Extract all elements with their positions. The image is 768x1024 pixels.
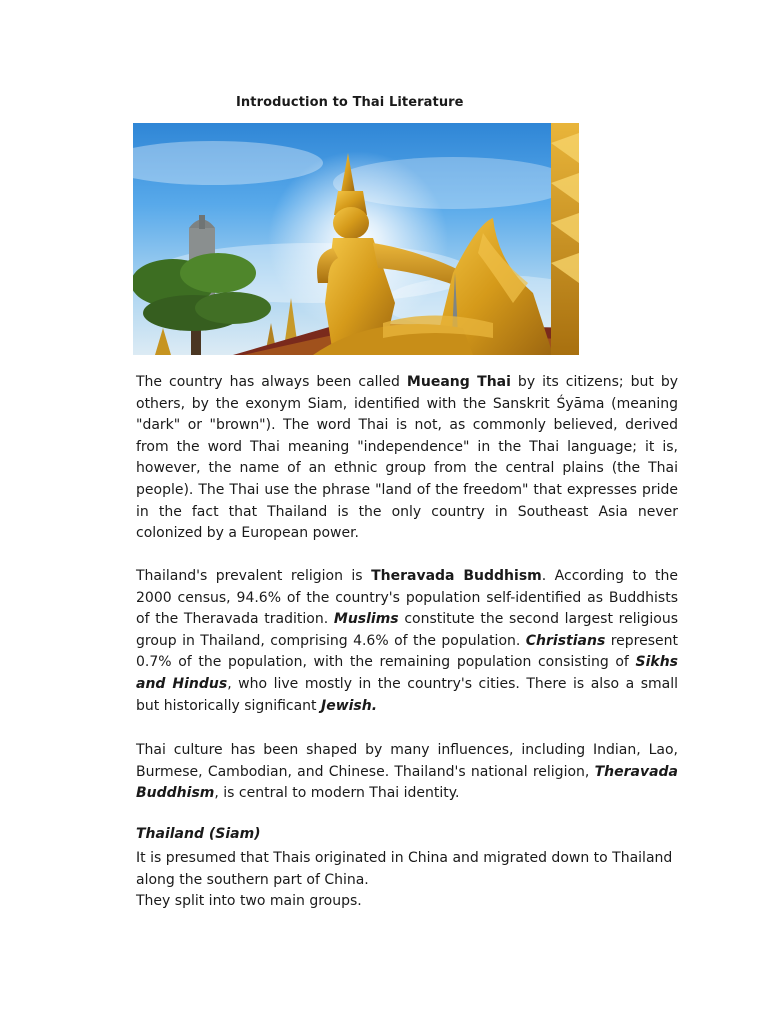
text-span: Thai culture has been shaped by many influences, including Indian, Lao, Burmese, Cambodian, and Chinese. Thailand's national religion, <box>136 742 678 780</box>
text-span: , who live mostly in the country's cities. There is also a small but historically significant <box>136 675 678 714</box>
section-text-origin: It is presumed that Thais originated in China and migrated down to Thailand along the southern part of China. <box>136 850 673 888</box>
bold-italic-term-muslims: Muslims <box>333 611 399 628</box>
text-span: constitute the second largest religious group in Thailand, comprising 4.6% of the population. <box>136 611 678 649</box>
paragraph-culture <box>136 740 678 805</box>
paragraph-religion <box>136 566 678 717</box>
bold-term-mueang-thai: Mueang Thai <box>406 374 511 390</box>
text-span: by its citizens; but by others, by the exonym Siam, identified with the Sanskrit Śyāma (meaning "dark" or "brown"). The word Thai is not, as commonly believed, derived from the word Thai meaning "independence" in the Thai language; it is, however, the name of an ethnic group from the central plains (the Thai people). The Thai use the phrase "land of the freedom" that expresses pride in the fact that Thailand is the only country in Southeast Asia never colonized by a European power. <box>136 374 678 542</box>
text-span: Thailand's prevalent religion is <box>136 568 372 584</box>
text-span: . According to the 2000 census, 94.6% of the country's population self-identified as Buddhists of the Theravada tradition. <box>136 568 678 628</box>
paragraph-country-name <box>136 372 678 545</box>
text-span: The country has always been called <box>136 374 407 390</box>
section-heading-thailand-siam: Thailand (Siam) <box>136 826 261 842</box>
hero-image <box>133 123 579 355</box>
bold-italic-term-sikhs-hindus: Sikhs and Hindus <box>136 654 678 692</box>
bold-italic-term-theravada-buddhism: Theravada Buddhism <box>136 763 678 802</box>
section-text-groups: They split into two main groups. <box>136 893 362 909</box>
document-title: Introduction to Thai Literature <box>236 95 464 110</box>
golden-kinnara-statue-image <box>133 123 579 355</box>
text-span: , is central to modern Thai identity. <box>214 785 460 802</box>
bold-italic-term-jewish: Jewish. <box>321 697 378 714</box>
bold-italic-term-christians: Christians <box>525 632 606 649</box>
bold-term-theravada-buddhism: Theravada Buddhism <box>371 568 542 584</box>
text-span: represent 0.7% of the population, with the remaining population consisting of <box>136 632 678 671</box>
